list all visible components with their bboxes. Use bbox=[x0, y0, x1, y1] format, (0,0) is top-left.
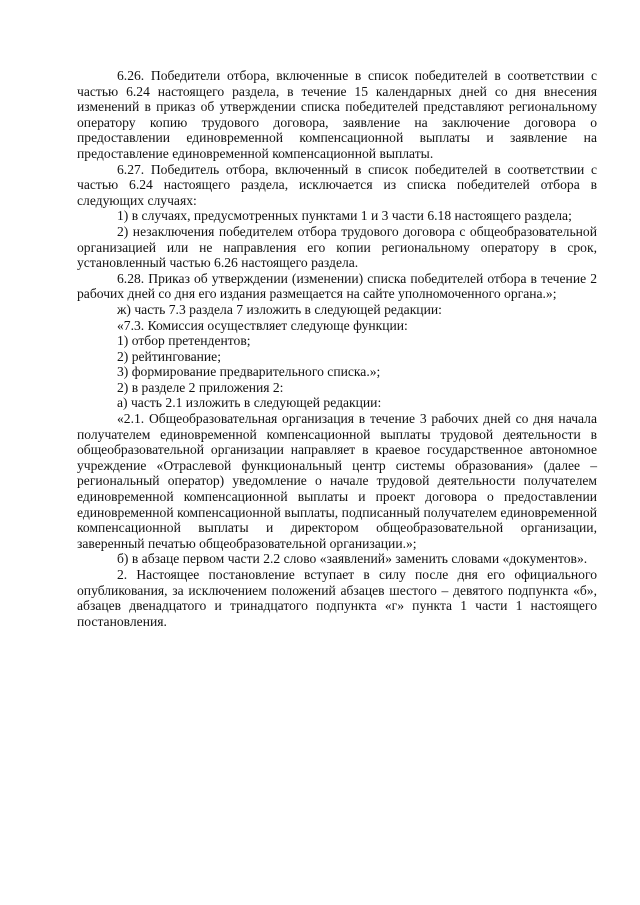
paragraph-a: а) часть 2.1 изложить в следующей редакции: bbox=[117, 395, 382, 411]
paragraph-6-28: 6.28. Приказ об утверждении (изменении) списка победителей отбора в течение 2 рабочих дней со дня его издания размещается на сайте уполномоченного органа.»; bbox=[77, 270, 597, 302]
paragraph-6-27-item-1: 1) в случаях, предусмотренных пунктами 1 и 3 части 6.18 настоящего раздела; bbox=[117, 208, 572, 224]
document-body bbox=[77, 68, 597, 629]
paragraph-7-3: «7.3. Комиссия осуществляет следующе функции: bbox=[117, 317, 408, 333]
paragraph-6-27-item-2: 2) незаключения победителем отбора трудового договора с общеобразовательной организацией или не направления его копии региональному оператору в срок, установленный частью 6.26 настоящего раздела. bbox=[77, 223, 597, 271]
paragraph-2-1: «2.1. Общеобразовательная организация в течение 3 рабочих дней со дня начала получателем единовременной компенсационной выплаты трудовой деятельности в общеобразовательной организации направляет в краевое государственное автономное учреждение «Отраслевой функциональный центр системы образования» (далее – региональный оператор) уведомление о начале трудовой деятельности получателем единовременной компенсационной выплаты и проект договора о предоставлении единовременной компенсационной выплаты, подписанный получателем единовременной компенсационной выплаты и директором общеобразовательной организации, заверенный печатью общеобразовательной организации.»; bbox=[77, 411, 597, 551]
paragraph-section-2: 2) в разделе 2 приложения 2: bbox=[117, 379, 284, 395]
paragraph-7-3-item-2: 2) рейтингование; bbox=[117, 348, 221, 364]
paragraph-7-3-item-3: 3) формирование предварительного списка.»; bbox=[117, 364, 381, 380]
paragraph-6-26: 6.26. Победители отбора, включенные в список победителей в соответствии с частью 6.24 настоящего раздела, в течение 15 календарных дней со дня внесения изменений в приказ об утверждении списка победителей представляют региональному оператору копию трудового договора, заявление на заключение договора о предоставлении единовременной компенсационной выплаты и заявление на предоставление единовременной компенсационной выплаты. bbox=[77, 68, 597, 161]
paragraph-6-27: 6.27. Победитель отбора, включенный в список победителей в соответствии с частью 6.24 настоящего раздела, исключается из списка победителей отбора в следующих случаях: bbox=[77, 161, 597, 208]
paragraph-b: б) в абзаце первом части 2.2 слово «заявлений» заменить словами «документов». bbox=[117, 551, 588, 567]
paragraph-zh: ж) часть 7.3 раздела 7 изложить в следующей редакции: bbox=[117, 301, 442, 317]
paragraph-7-3-item-1: 1) отбор претендентов; bbox=[117, 333, 251, 349]
paragraph-effective: 2. Настоящее постановление вступает в силу после дня его официального опубликования, за исключением положений абзацев шестого – девятого подпункта «б», абзацев двенадцатого и тринадцатого подпункта «г» пункта 1 части 1 настоящего постановления. bbox=[77, 567, 597, 629]
